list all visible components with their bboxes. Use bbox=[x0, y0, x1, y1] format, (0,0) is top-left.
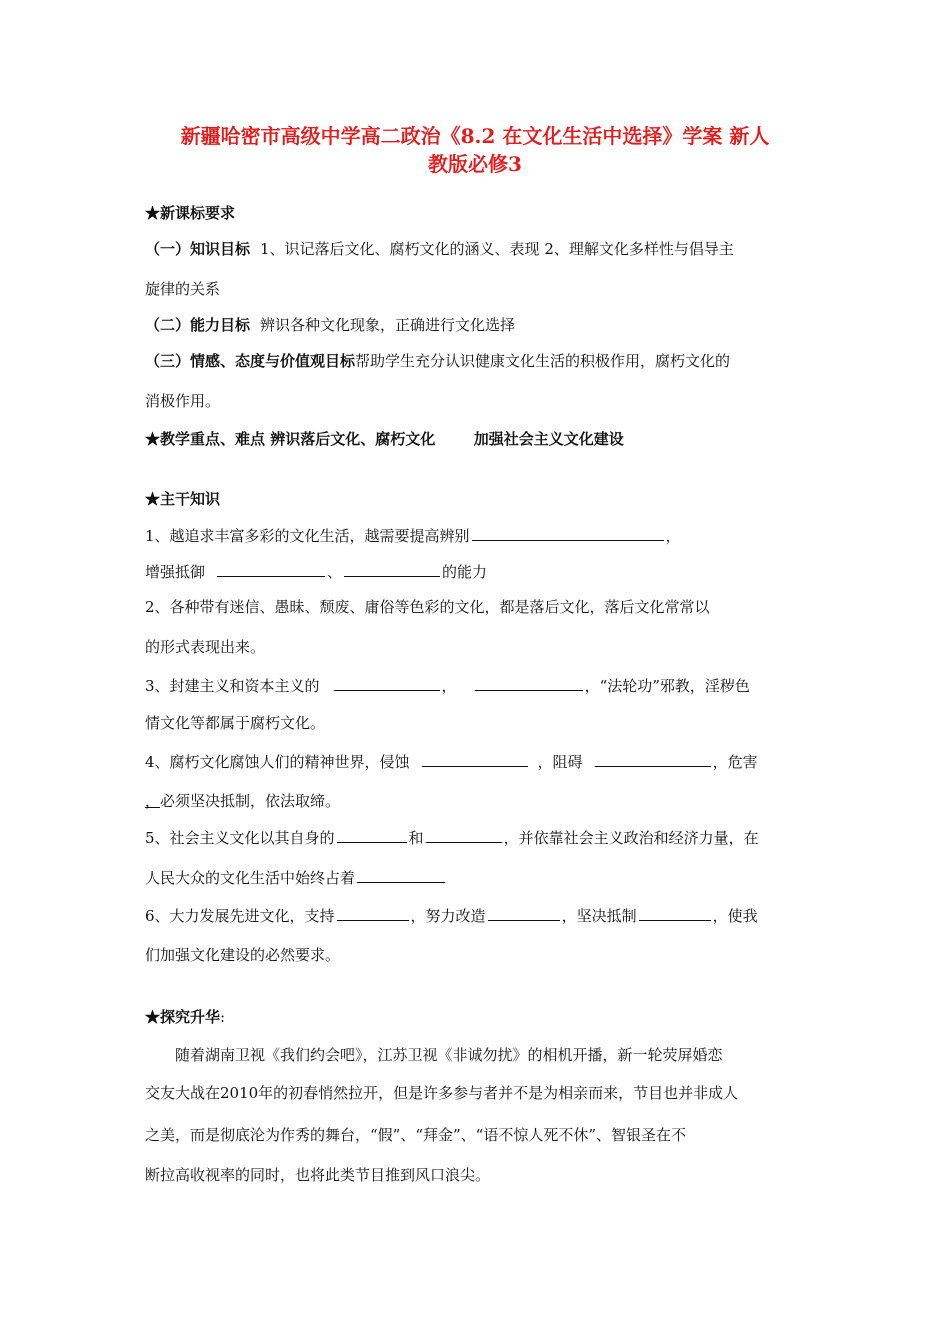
section-heading-curriculum: ★新课标要求 bbox=[145, 204, 236, 222]
question-5-end: ，并依靠社会主义政治和经济力量，在 bbox=[503, 829, 759, 847]
explore-paragraph-line-4: 断拉高收视率的同时，也将此类节目推到风口浪尖。 bbox=[145, 1166, 491, 1184]
question-1b-text: 增强抵御 bbox=[145, 563, 206, 581]
fill-blank[interactable] bbox=[639, 904, 711, 921]
fill-blank[interactable] bbox=[337, 904, 409, 921]
question-6-line-b: 们加强文化建设的必然要求。 bbox=[145, 946, 341, 964]
fill-blank[interactable] bbox=[475, 674, 583, 691]
fill-blank[interactable] bbox=[217, 560, 325, 577]
key-point-1: 辨识落后文化、腐朽文化 bbox=[270, 430, 436, 448]
question-4-mark: ， bbox=[145, 792, 161, 810]
fill-blank[interactable] bbox=[472, 524, 664, 541]
document-title-line2: 教版必修3 bbox=[428, 152, 522, 176]
emotion-goal-line bbox=[145, 350, 810, 372]
question-4-line-b bbox=[145, 790, 810, 812]
question-3-line-a bbox=[145, 674, 810, 697]
fill-blank[interactable] bbox=[357, 866, 445, 883]
question-6-mid1: ，努力改造 bbox=[410, 907, 486, 925]
document-title-line1: 新疆哈密市高级中学高二政治《8.2 在文化生活中选择》学案 新人 bbox=[180, 124, 770, 148]
fill-blank[interactable] bbox=[426, 826, 502, 843]
section-heading-explore bbox=[145, 1006, 810, 1028]
key-point-2: 加强社会主义文化建设 bbox=[473, 430, 624, 448]
question-4-end: ，危害 bbox=[712, 753, 758, 771]
fill-blank[interactable] bbox=[422, 750, 528, 767]
question-5-line-a bbox=[145, 826, 810, 849]
ability-goal-label: （二）能力目标 bbox=[145, 316, 251, 334]
question-3-line-b: 情文化等都属于腐朽文化。 bbox=[145, 714, 326, 732]
knowledge-goal-text: 1、识记落后文化、腐朽文化的涵义、表现 2、理解文化多样性与倡导主 bbox=[260, 240, 734, 258]
question-6-end: ，使我 bbox=[712, 907, 758, 925]
ability-goal-line bbox=[145, 314, 810, 336]
question-2-line-a: 2、各种带有迷信、愚昧、颓废、庸俗等色彩的文化，都是落后文化，落后文化常常以 bbox=[145, 598, 710, 616]
section-heading-main-knowledge: ★主干知识 bbox=[145, 490, 221, 508]
key-points-line bbox=[145, 428, 810, 450]
question-6-line-a bbox=[145, 904, 810, 927]
question-5-text: 5、社会主义文化以其自身的 bbox=[145, 829, 335, 847]
key-points-label: ★教学重点、难点 bbox=[145, 430, 266, 448]
question-3-text: 3、封建主义和资本主义的 bbox=[145, 677, 320, 695]
question-3-sep: ， bbox=[441, 677, 457, 695]
question-1-line-b bbox=[145, 560, 810, 583]
explore-heading-colon: : bbox=[220, 1008, 226, 1026]
question-1b-sep: 、 bbox=[327, 563, 343, 581]
knowledge-goal-line bbox=[145, 238, 810, 260]
question-5-and: 和 bbox=[408, 829, 424, 847]
fill-blank[interactable] bbox=[337, 826, 407, 843]
question-1-text: 1、越追求丰富多彩的文化生活，越需要提高辨别 bbox=[145, 527, 470, 545]
explore-heading-text: ★探究升华 bbox=[145, 1008, 221, 1026]
ability-goal-text: 辨识各种文化现象，正确进行文化选择 bbox=[260, 316, 516, 334]
question-1-punct: ， bbox=[665, 527, 681, 545]
fill-blank[interactable] bbox=[344, 560, 440, 577]
knowledge-goal-label: （一）知识目标 bbox=[145, 240, 251, 258]
emotion-goal-text: 帮助学生充分认识健康文化生活的积极作用，腐朽文化的 bbox=[355, 352, 731, 370]
question-1b-end: 的能力 bbox=[442, 563, 488, 581]
question-3-end: ，“法轮功”邪教，淫秽色 bbox=[584, 677, 750, 695]
explore-paragraph-line-3: 之美，而是彻底沦为作秀的舞台，“假”、“拜金”、“语不惊人死不休”、智银圣在不 bbox=[145, 1126, 687, 1144]
question-4-mid: ，阻碍 bbox=[537, 753, 583, 771]
knowledge-goal-text-cont: 旋律的关系 bbox=[145, 280, 221, 298]
question-6-text: 6、大力发展先进文化，支持 bbox=[145, 907, 335, 925]
explore-paragraph-line-1: 随着湖南卫视《我们约会吧》，江苏卫视《非诚勿扰》的相机开播，新一轮荧屏婚恋 bbox=[175, 1046, 723, 1064]
fill-blank[interactable] bbox=[595, 750, 711, 767]
emotion-goal-label: （三）情感、态度与价值观目标 bbox=[145, 352, 356, 370]
question-1-line-a bbox=[145, 524, 810, 547]
explore-paragraph-line-2: 交友大战在2010年的初春悄然拉开，但是许多参与者并不是为相亲而来，节目也并非成人 bbox=[145, 1084, 739, 1102]
question-5-line-b bbox=[145, 866, 810, 889]
question-4-line-a bbox=[145, 750, 810, 773]
question-4-text: 4、腐朽文化腐蚀人们的精神世界，侵蚀 bbox=[145, 753, 410, 771]
fill-blank[interactable] bbox=[488, 904, 560, 921]
question-4b-text: 必须坚决抵制，依法取缔。 bbox=[160, 792, 341, 810]
question-6-mid2: ，坚决抵制 bbox=[561, 907, 637, 925]
question-2-line-b: 的形式表现出来。 bbox=[145, 638, 266, 656]
question-5b-text: 人民大众的文化生活中始终占着 bbox=[145, 869, 356, 887]
fill-blank[interactable] bbox=[334, 674, 440, 691]
emotion-goal-text-cont: 消极作用。 bbox=[145, 392, 221, 410]
